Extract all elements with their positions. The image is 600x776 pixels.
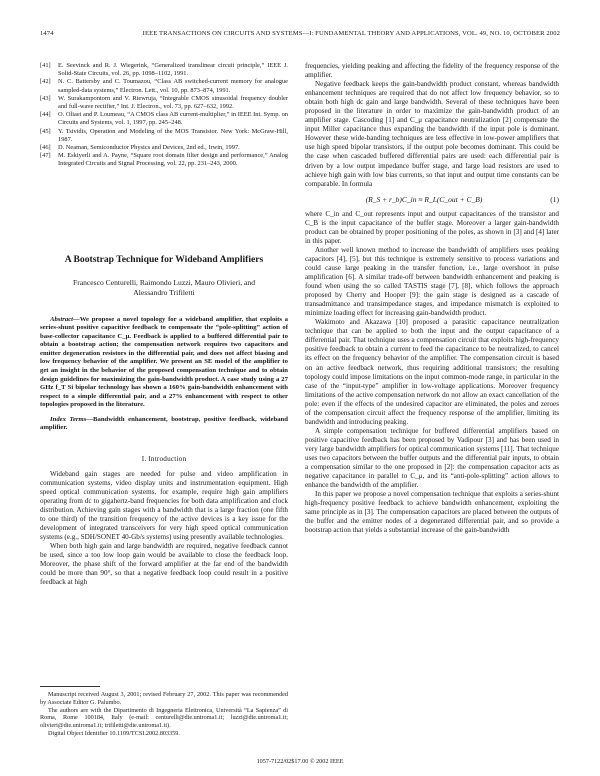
paper-authors xyxy=(40,278,288,298)
equation-body: (R_S + r_b)C_in ≈ R_L(C_out + C_B) xyxy=(365,194,483,204)
index-terms-label: Index Terms— xyxy=(50,415,94,423)
left-column xyxy=(40,62,288,587)
abstract xyxy=(40,316,288,410)
first-page-footnote xyxy=(40,686,288,738)
section-heading: I. Introduction xyxy=(141,454,187,463)
equation-1 xyxy=(305,195,559,204)
reference-item: [44] O. Oliaei and P. Loumeau, “A CMOS class AB current-multiplier,” in IEEE Int. Symp. on Circuits and Systems, vol. 1, 1997, pp. 245–248. xyxy=(40,111,288,127)
reference-item: [42] N. C. Battersby and C. Toumazou, “Class AB switched-current memory for analogue sampled-data systems,” Electron. Lett., vol. 10, pp. 873–874, 1991. xyxy=(40,78,288,94)
footnote-affiliation: The authors are with the Dipartimento di Ingegneria Elettronica, Università “La Sapienza” di Roma, Rome 100184, Italy (e-mail: centurelli@die.uniroma1.it; luzzi@die.uniroma1.it; olivieri@die.uniroma1.it; trifiletti@die.uniroma1.it). xyxy=(40,706,288,730)
body-paragraph: Negative feedback keeps the gain-bandwidth product constant, whereas bandwidth enhancement techniques are required that do not affect low frequency behavior, so to obtain both high dc gain and large bandwidth. Several of these techniques have been proposed in the literature in order to maximize the gain-bandwidth product of an amplifier stage. Cascoding [1] and C_μ capacitance neutralization [2] compensate the input Miller capacitance thus expanding the bandwidth if the input pole is dominant. However these wide-banding techniques are less effective in low-power amplifiers that use high speed bipolar transistors, if the output pole becomes dominant. This could be the case when cascaded buffered differential pairs are used: each differential pair is driven by a low output impedance buffer stage, and large load resistors are used to achieve high gain with low bias currents, so that input and output time constants can be comparable. In formula xyxy=(305,80,559,188)
footnote-manuscript: Manuscript received August 3, 2001; revised February 27, 2002. This paper was recommended by Associate Editor G. Palumbo. xyxy=(40,691,288,706)
reference-item: [46] D. Neaman, Semiconductor Physics and Devices, 2nd ed., Irwin, 1997. xyxy=(40,144,240,152)
authors-line-1: Francesco Centurelli, Raimondo Luzzi, Mauro Olivieri, and xyxy=(73,277,255,287)
reference-item: [45] Y. Tsividis, Operation and Modeling of the MOS Transistor. New York: McGraw-Hill, 1987. xyxy=(40,127,288,143)
body-paragraph: When both high gain and large bandwidth are required, negative feedback cannot be used, since a too low loop gain would be available to close the feedback loop. Moreover, the phase shift of the forward amplifier at the far end of the bandwidth could be more than 90°, so that a negative feedback loop could result in a positive feedback at high xyxy=(40,542,288,587)
body-paragraph: where C_in and C_out represents input and output capacitances of the transistor and C_B is the input capacitance of the buffer stage. Moreover a larger gain-bandwidth product can be obtained by proper positioning of the poles, as shown in [3] and [4] later in this paper. xyxy=(305,209,559,245)
footnote-doi: Digital Object Identifier 10.1109/TCSI.2002.803359. xyxy=(48,729,180,737)
index-terms-text: Bandwidth enhancement, bootstrap, positive feedback, wideband amplifier. xyxy=(40,415,288,432)
right-column xyxy=(305,62,559,535)
index-terms xyxy=(40,416,288,433)
body-paragraph: Wideband gain stages are needed for pulse and video amplification in communication systems, video display units and instrumentation equipment. High speed optical communication systems, for example, require high gain amplifiers operating from dc to gigahertz-band frequencies for both data amplification and clock distribution. Achieving gain stages with a bandwidth that is a large fraction (one fifth to one third) of the transition frequency of the active devices is a key issue for the development of integrated transceivers for very high speed optical communication systems (e.g., SDH/SONET 40-Gb/s systems) using presently available technologies. xyxy=(40,469,288,542)
footnote-rule xyxy=(40,686,100,687)
reference-list xyxy=(40,62,288,169)
abstract-label: Abstract— xyxy=(50,315,80,323)
page-number: 1474 xyxy=(40,30,54,37)
journal-running-title: IEEE TRANSACTIONS ON CIRCUITS AND SYSTEMS—I: FUNDAMENTAL THEORY AND APPLICATIONS, VOL. 49, NO. 10, OCTOBER 2002 xyxy=(142,30,560,37)
abstract-text: We propose a novel topology for a wideband amplifier, that exploits a series-shunt positive capacitive feedback to compensate the “pole-splitting” action of base-collector capacitance C_μ. Feedback is applied to a buffered differential pair to obtain a bootstrap action; the compensation network requires two capacitors and emitter degeneration resistors in the differential pair, and does not affect biasing and low frequency behavior of the amplifier. We present an SE model of the amplifier to get an insight in the behavior of the proposed compensation technique and to obtain design guidelines for maximizing the gain-bandwidth product. A case study using a 27 GHz f_T Si bipolar technology has shown a 160% gain-bandwidth enhancement with respect to a simple differential pair, and a 27% enhancement with respect to other topologies proposed in the literature. xyxy=(40,315,288,409)
body-paragraph: In this paper we propose a novel compensation technique that exploits a series-shunt high-frequency positive feedback to achieve bandwidth enhancement, exploiting the same principle as in [3]. The compensation capacitors are placed between the outputs of the buffer and the emitter nodes of a degenerated differential pair, and so provide a bootstrap action that yields a substantial increase of the gain-bandwidth xyxy=(305,490,559,535)
reference-item: [41] E. Seevinck and R. J. Wiegerink, “Generalized translinear circuit principle,” IEEE J. Solid-State Circuits, vol. 26, pp. 1098–1102, 1991. xyxy=(40,62,288,78)
authors-line-2: Alessandro Trifiletti xyxy=(133,287,195,297)
copyright-code: 1057-7122/02$17.00 © 2002 IEEE xyxy=(256,758,344,765)
body-paragraph: Another well known method to increase the bandwidth of amplifiers uses peaking capacitors [4], [5], but this technique is extremely sensitive to process variations and could cause large peaking in the transfer function, i.e., large overshoot in pulse amplification [6]. A similar trade-off between bandwidth enhancement and peaking is found when using the so called TASTIS stage [7], [8], which follows the approach proposed by Cherry and Hooper [9]: the gain stage is designed as a cascade of transadmittance and transimpedance stages, and impedance mismatch is exploited to minimize loading effect for increasing gain-bandwidth product. xyxy=(305,245,559,318)
body-paragraph: A simple compensation technique for buffered differential amplifiers based on positive capacitive feedback has been proposed by Vadipour [3] and has been used in very large bandwidth amplifiers for optical communication systems [11]. That technique uses two capacitors between the buffer outputs and the differential pair inputs, to obtain a compensation similar to the one proposed in [2]: the compensation capacitor acts as negative capacitance in parallel to C_μ, and its “anti-pole-splitting” action allows to enhance the bandwidth of the amplifier. xyxy=(305,426,559,490)
reference-item: [47] M. Eskiyerli and A. Payne, “Square root domain filter design and performance,” Analog Integrated Circuits and Signal Processing, vol. 22, pp. 231–243, 2000. xyxy=(40,152,288,168)
reference-item: [43] W. Surakampontorn and V. Riewruja, “Integrable CMOS sinusoidal frequency doubler and full-wave rectifier,” Int. J. Electron., vol. 73, pp. 627–632, 1992. xyxy=(40,94,288,111)
body-paragraph: Wakimoto and Akazawa [10] proposed a parasitic capacitance neutralization technique that can be applied to both the input and the output capacitance of a differential pair. That technique uses a compensation circuit that exploits high-frequency positive feedback to obtain a current to feed the capacitance to be neutralized, to cancel its effect on the frequency behavior of the amplifier. The compensation circuit is based on an active feedback network, thus requiring additional transistors; the resulting topology could impose limitations on the input common-mode range, in particular in the case of the “input-type” amplifier in low-voltage applications. Moreover frequency limitations of the active compensation network do not allow an exact cancellation of the pole: even if the effects of the undesired capacitor are eliminated, the poles and zeroes of the compensation circuit affect the frequency response of the amplifier, limiting its bandwidth and introducing peaking. xyxy=(305,318,559,426)
equation-number: (1) xyxy=(550,194,559,204)
paper-title: A Bootstrap Technique for Wideband Amplifiers xyxy=(64,253,264,265)
body-paragraph: frequencies, yielding peaking and affecting the fidelity of the frequency response of the amplifier. xyxy=(305,62,559,80)
